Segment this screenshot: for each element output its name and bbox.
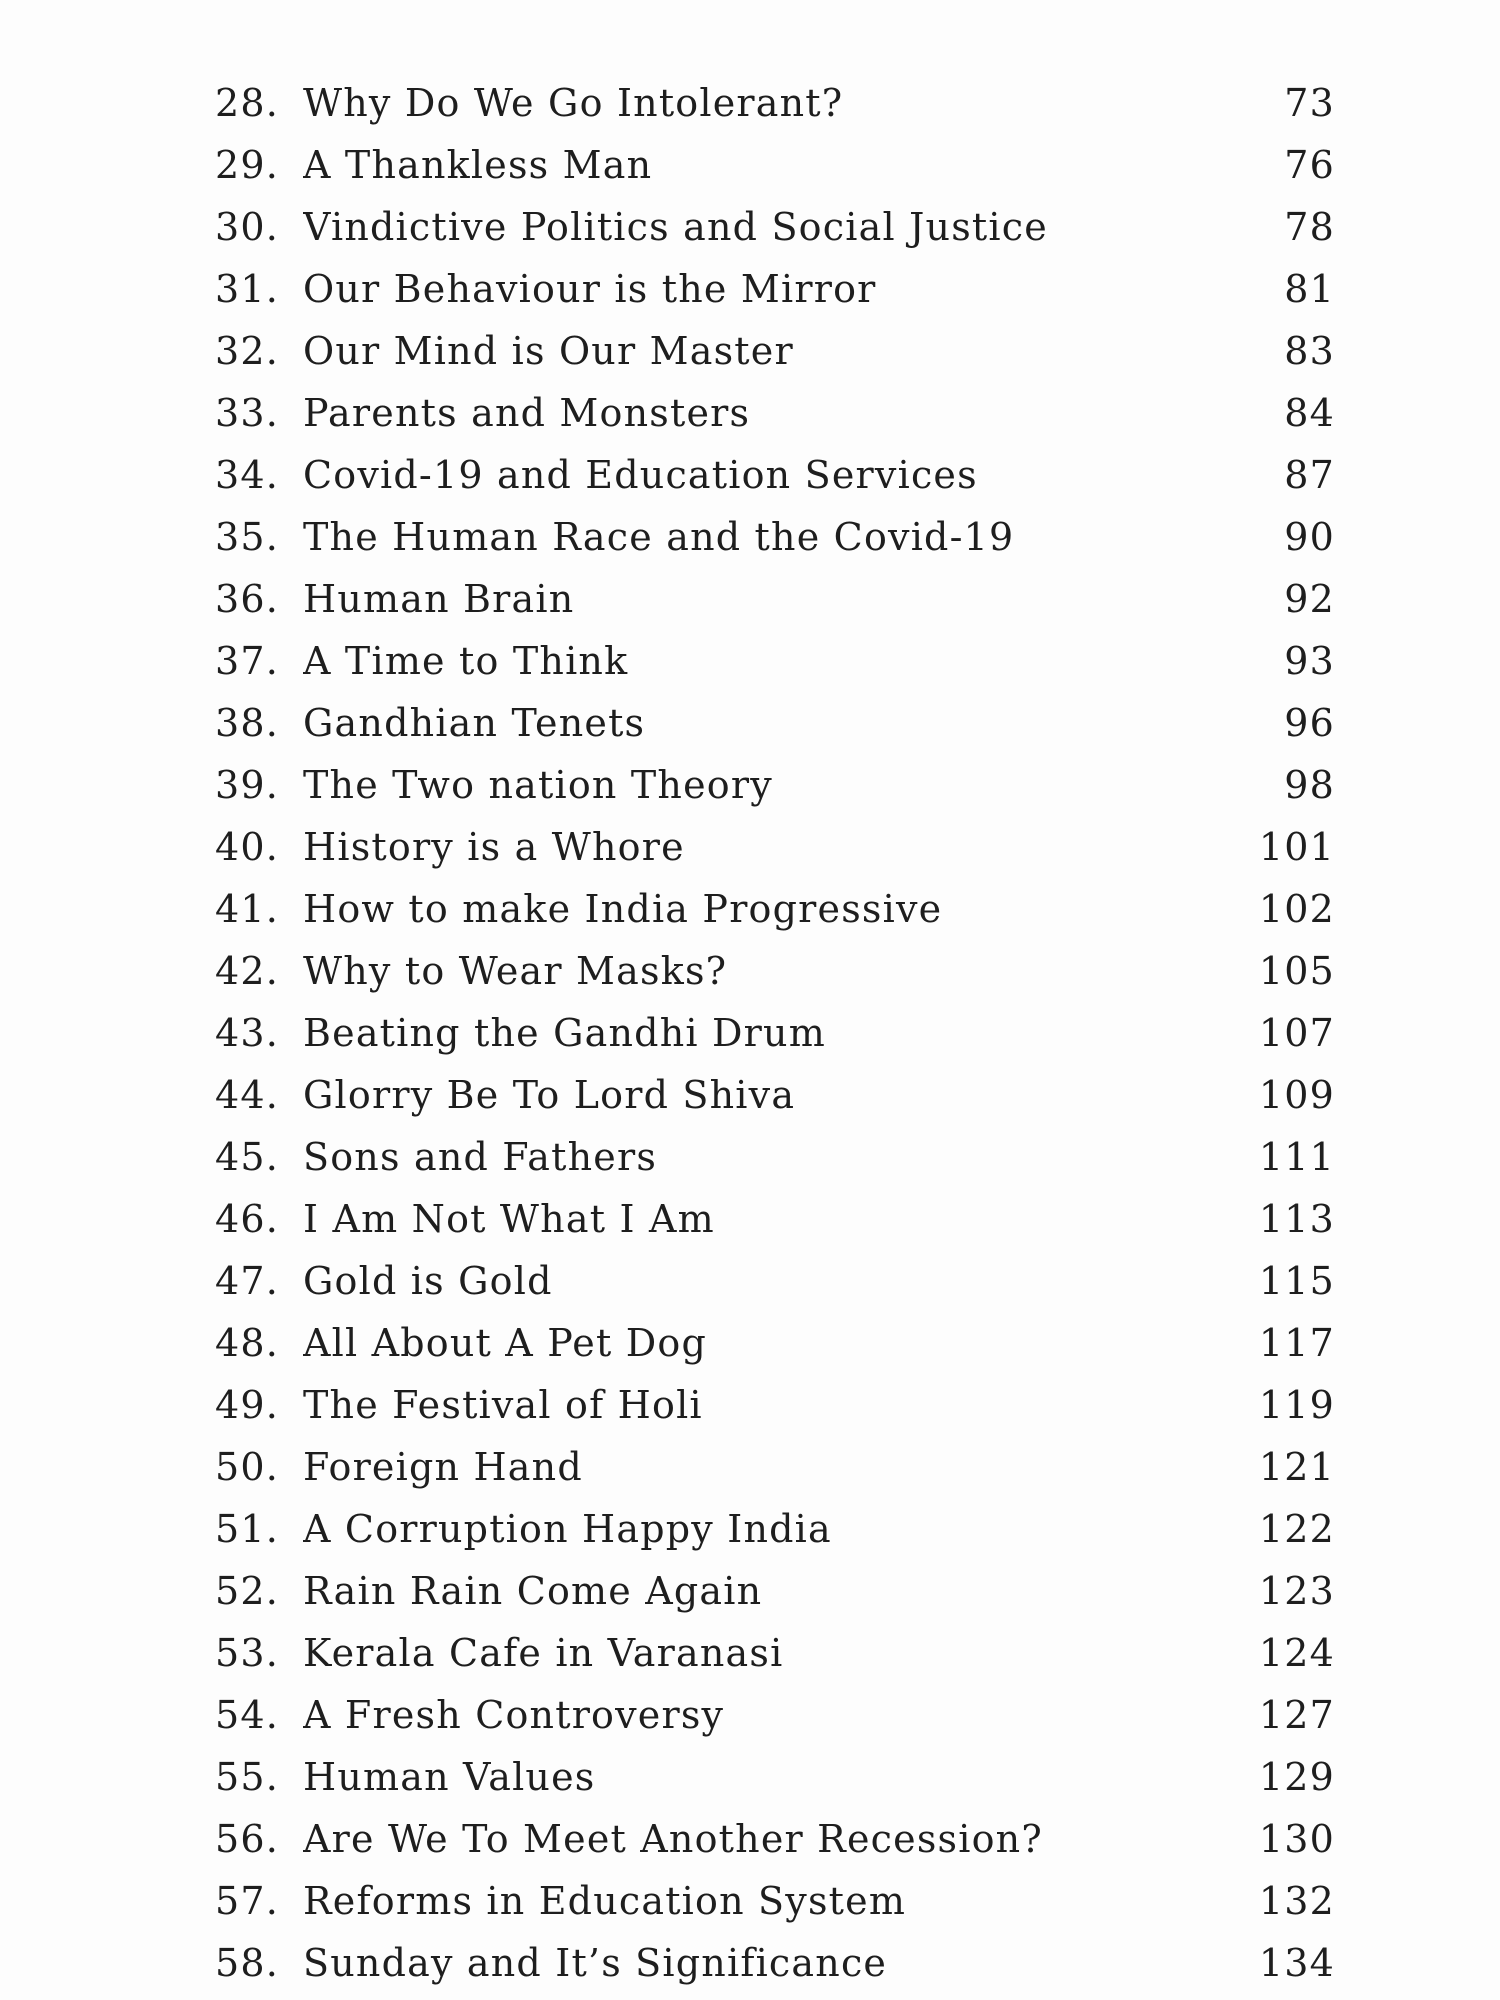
toc-entry-page-number: 129 (1258, 1755, 1335, 1799)
toc-entry-page-number: 111 (1258, 1135, 1335, 1179)
toc-entry (215, 1498, 1335, 1560)
toc-entry-page-number: 84 (1284, 391, 1335, 435)
toc-entry-page-number: 73 (1284, 81, 1335, 125)
toc-entry-title: Sons and Fathers (303, 1135, 658, 1179)
toc-entry-title: Parents and Monsters (303, 391, 751, 435)
toc-entry-page-number: 124 (1258, 1631, 1335, 1675)
toc-entry-title: Human Values (303, 1755, 596, 1799)
toc-entry-page-number: 119 (1258, 1383, 1335, 1427)
toc-entry (215, 1188, 1335, 1250)
toc-entry-number: 29. (215, 143, 280, 187)
toc-entry-title: Vindictive Politics and Social Justice (303, 205, 1048, 249)
toc-entry (215, 940, 1335, 1002)
toc-entry-page-number: 101 (1258, 825, 1335, 869)
toc-entry-title: Sunday and It’s Significance (303, 1941, 888, 1985)
toc-entry (215, 1312, 1335, 1374)
toc-entry (215, 1932, 1335, 1994)
toc-entry-number: 34. (215, 453, 280, 497)
toc-entry (215, 1622, 1335, 1684)
toc-entry-title: Why to Wear Masks? (303, 949, 728, 993)
toc-entry (215, 196, 1335, 258)
toc-entry-page-number: 78 (1284, 205, 1335, 249)
toc-entry-page-number: 76 (1284, 143, 1335, 187)
toc-entry-title: Gold is Gold (303, 1259, 553, 1303)
toc-entry-number: 43. (215, 1011, 280, 1055)
toc-entry-title: How to make India Progressive (303, 887, 943, 931)
toc-entry-title: A Thankless Man (303, 143, 653, 187)
toc-entry-page-number: 115 (1258, 1259, 1335, 1303)
toc-entry-title: Human Brain (303, 577, 575, 621)
toc-entry (215, 754, 1335, 816)
toc-entry-number: 30. (215, 205, 280, 249)
toc-entry-title: The Festival of Holi (303, 1383, 703, 1427)
toc-entry-page-number: 92 (1284, 577, 1335, 621)
toc-entry-number: 58. (215, 1941, 280, 1985)
toc-entry-number: 40. (215, 825, 280, 869)
toc-entry-page-number: 130 (1258, 1817, 1335, 1861)
toc-entry (215, 1436, 1335, 1498)
toc-entry-page-number: 90 (1284, 515, 1335, 559)
toc-entry (215, 258, 1335, 320)
toc-entry (215, 568, 1335, 630)
toc-entry (215, 878, 1335, 940)
toc-entry-number: 55. (215, 1755, 280, 1799)
toc-entry-page-number: 121 (1258, 1445, 1335, 1489)
toc-entry-number: 47. (215, 1259, 280, 1303)
toc-entry-page-number: 98 (1284, 763, 1335, 807)
toc-entry (215, 444, 1335, 506)
toc-entry-number: 48. (215, 1321, 280, 1365)
toc-entry-number: 50. (215, 1445, 280, 1489)
toc-entry (215, 1250, 1335, 1312)
toc-entry-title: History is a Whore (303, 825, 685, 869)
toc-entry-number: 37. (215, 639, 280, 683)
toc-entry-number: 56. (215, 1817, 280, 1861)
toc-entry-page-number: 123 (1258, 1569, 1335, 1613)
toc-entry-page-number: 113 (1258, 1197, 1335, 1241)
toc-entry-title: Kerala Cafe in Varanasi (303, 1631, 784, 1675)
toc-entry-page-number: 107 (1258, 1011, 1335, 1055)
toc-entry-title: Gandhian Tenets (303, 701, 646, 745)
toc-entry-title: Covid-19 and Education Services (303, 453, 978, 497)
toc-entry-page-number: 117 (1258, 1321, 1335, 1365)
toc-entry-number: 33. (215, 391, 280, 435)
toc-entry-number: 35. (215, 515, 280, 559)
toc-entry-number: 45. (215, 1135, 280, 1179)
toc-entry-page-number: 96 (1284, 701, 1335, 745)
toc-entry-title: Reforms in Education System (303, 1879, 907, 1923)
toc-entry-number: 53. (215, 1631, 280, 1675)
toc-entry-page-number: 105 (1258, 949, 1335, 993)
toc-entry (215, 1870, 1335, 1932)
toc-entry (215, 72, 1335, 134)
toc-entry (215, 320, 1335, 382)
toc-entry-page-number: 87 (1284, 453, 1335, 497)
toc-entry (215, 1126, 1335, 1188)
toc-entry-title: Are We To Meet Another Recession? (303, 1817, 1043, 1861)
toc-entry-title: A Time to Think (303, 639, 629, 683)
toc-entry-page-number: 102 (1258, 887, 1335, 931)
toc-entry-title: Why Do We Go Intolerant? (303, 81, 844, 125)
toc-entry-title: A Corruption Happy India (303, 1507, 832, 1551)
toc-entry-number: 57. (215, 1879, 280, 1923)
toc-entry (215, 134, 1335, 196)
toc-entry (215, 1684, 1335, 1746)
toc-entry-number: 31. (215, 267, 280, 311)
toc-entry-title: I Am Not What I Am (303, 1197, 715, 1241)
toc-entry-title: Our Mind is Our Master (303, 329, 794, 373)
toc-entry-title: Rain Rain Come Again (303, 1569, 763, 1613)
toc-entry-number: 49. (215, 1383, 280, 1427)
toc-entry-page-number: 127 (1258, 1693, 1335, 1737)
toc-entry-number: 36. (215, 577, 280, 621)
toc-entry (215, 1560, 1335, 1622)
table-of-contents (215, 72, 1335, 1994)
toc-entry (215, 1374, 1335, 1436)
toc-entry-number: 46. (215, 1197, 280, 1241)
toc-entry (215, 1746, 1335, 1808)
toc-entry (215, 506, 1335, 568)
toc-entry-title: All About A Pet Dog (303, 1321, 707, 1365)
toc-entry-number: 54. (215, 1693, 280, 1737)
toc-entry (215, 816, 1335, 878)
toc-entry-number: 44. (215, 1073, 280, 1117)
toc-entry-page-number: 81 (1284, 267, 1335, 311)
toc-entry (215, 1808, 1335, 1870)
toc-entry-title: Glorry Be To Lord Shiva (303, 1073, 796, 1117)
toc-entry (215, 382, 1335, 444)
toc-entry-number: 28. (215, 81, 280, 125)
toc-entry-title: A Fresh Controversy (303, 1693, 725, 1737)
toc-entry (215, 692, 1335, 754)
toc-entry-number: 51. (215, 1507, 280, 1551)
toc-entry-page-number: 132 (1258, 1879, 1335, 1923)
toc-entry-number: 38. (215, 701, 280, 745)
toc-entry (215, 1064, 1335, 1126)
toc-entry-number: 41. (215, 887, 280, 931)
toc-entry-page-number: 93 (1284, 639, 1335, 683)
toc-entry-title: Foreign Hand (303, 1445, 583, 1489)
toc-entry-title: The Two nation Theory (303, 763, 773, 807)
toc-entry-page-number: 134 (1258, 1941, 1335, 1985)
toc-entry (215, 630, 1335, 692)
toc-entry-number: 39. (215, 763, 280, 807)
toc-entry-title: The Human Race and the Covid-19 (303, 515, 1015, 559)
toc-entry-number: 52. (215, 1569, 280, 1613)
toc-entry-title: Our Behaviour is the Mirror (303, 267, 877, 311)
toc-entry-number: 32. (215, 329, 280, 373)
toc-entry-page-number: 109 (1258, 1073, 1335, 1117)
toc-entry-number: 42. (215, 949, 280, 993)
toc-entry-title: Beating the Gandhi Drum (303, 1011, 826, 1055)
toc-entry-page-number: 122 (1258, 1507, 1335, 1551)
toc-entry (215, 1002, 1335, 1064)
toc-entry-page-number: 83 (1284, 329, 1335, 373)
